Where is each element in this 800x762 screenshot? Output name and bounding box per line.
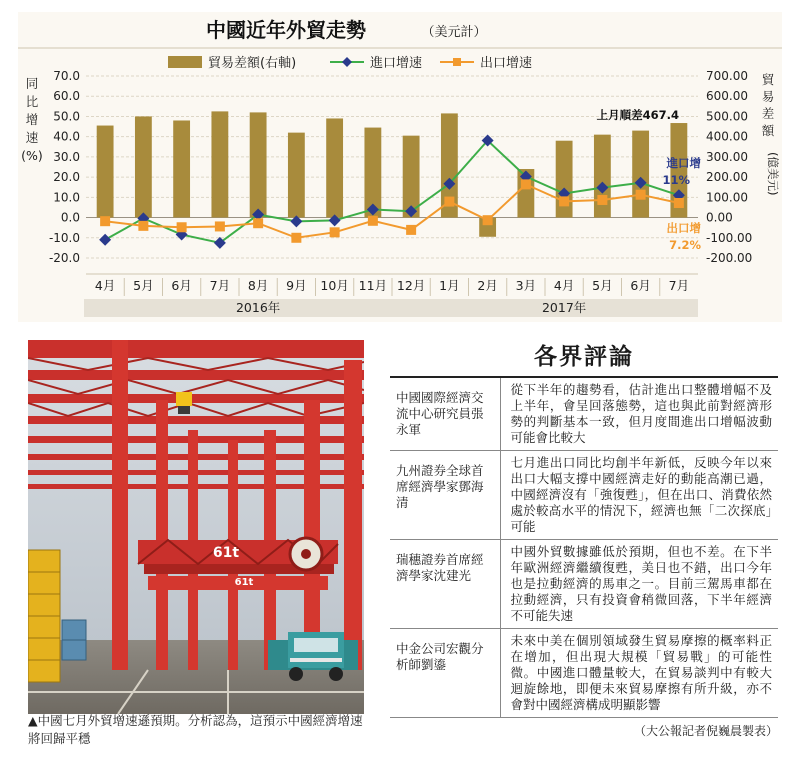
commentary-text: 從下半年的趨勢看，估計進出口整體增幅不及上半年，會呈回落態勢，這也與此前對經濟形勢的判斷基本一致，但月度間進出口增幅波動可能會比較大 — [500, 377, 778, 451]
month-label: 7月 — [209, 278, 231, 293]
trade-balance-bar — [632, 131, 649, 218]
export-growth-point — [138, 221, 148, 231]
commentator-name: 瑞穗證券首席經濟學家沈建光 — [390, 540, 500, 629]
right-tick-label: 100.00 — [706, 190, 748, 205]
export-growth-point — [406, 225, 416, 235]
right-axis-title-char: 額 — [761, 123, 775, 138]
export-growth-point — [291, 233, 301, 243]
commentator-name: 中金公司宏觀分析師劉鎏 — [390, 629, 500, 718]
export-growth-point — [636, 190, 646, 200]
legend-label: 貿易差額(右軸) — [208, 56, 297, 71]
commentary-text: 中國外貿數據雖低於預期，但也不差。在下半年歐洲經濟繼續復甦，美日也不錯，出口今年也是拉動經濟的馬車之一。目前三駕馬車都在拉動經濟，只有投資會稍微回落，下半年經濟不可能失速 — [500, 540, 778, 629]
legend-swatch-bar — [168, 56, 202, 68]
year-label: 2016年 — [235, 300, 281, 315]
right-axis-title-char: 易 — [761, 89, 775, 104]
left-tick-label: 50.0 — [53, 109, 80, 124]
photo-caption: ▲中國七月外貿增速遜預期。分析認為，這預示中國經濟增速將回歸平穩 — [28, 713, 363, 746]
trade-balance-bar — [173, 120, 190, 217]
legend-label: 出口增速 — [480, 56, 533, 71]
commentator-name: 中國國際經濟交流中心研究員張永軍 — [390, 377, 500, 451]
right-tick-label: 700.00 — [706, 69, 748, 83]
month-label: 3月 — [515, 278, 537, 293]
trade-balance-bar — [135, 116, 152, 217]
month-label: 4月 — [553, 278, 575, 293]
import-annotation-value: 11% — [662, 173, 690, 187]
right-tick-label: 0.00 — [706, 210, 733, 225]
trade-balance-bar — [97, 126, 114, 218]
month-label: 7月 — [668, 278, 690, 293]
left-tick-label: -10.0 — [48, 230, 80, 245]
crane-sign: 61t — [212, 545, 240, 561]
trade-chart — [18, 12, 782, 322]
month-label: 5月 — [592, 278, 613, 293]
left-axis-title-char: 速 — [25, 130, 39, 145]
left-tick-label: 60.0 — [53, 89, 80, 104]
commentator-name: 九州證券全球首席經濟學家鄧海清 — [390, 451, 500, 540]
import-annotation-label: 進口增 — [666, 156, 701, 170]
year-axis-labels — [84, 299, 698, 317]
export-growth-point — [368, 216, 378, 226]
export-growth-point — [215, 221, 225, 231]
left-tick-label: -20.0 — [48, 251, 80, 265]
month-label: 1月 — [439, 278, 460, 293]
right-tick-label: 500.00 — [706, 109, 748, 124]
port-photo — [28, 340, 364, 714]
chart-title: 中國近年外貿走勢 — [206, 18, 366, 42]
trade-balance-bar — [288, 133, 305, 218]
commentary-panel — [386, 340, 782, 754]
export-growth-point — [597, 195, 607, 205]
left-axis-title-char: (%) — [21, 148, 43, 163]
commentary-text: 七月進出口同比均創半年新低，反映今年以來出口大幅支撐中國經濟走好的動能高潮已過，中國經濟沒有「強復甦」，但在出口、消費依然處於較高水平的情況下，經濟也無「二次探底」可能 — [500, 451, 778, 540]
left-tick-label: 40.0 — [53, 129, 80, 144]
commentary-credit: （大公報記者倪巍晨製表） — [633, 724, 778, 738]
month-label: 4月 — [94, 278, 116, 293]
month-label: 9月 — [286, 278, 307, 293]
trade-balance-bar — [211, 111, 228, 217]
trade-balance-bar — [594, 135, 611, 218]
month-label: 11月 — [358, 278, 388, 293]
export-growth-point — [100, 216, 110, 226]
trade-balance-bar — [403, 136, 420, 218]
legend-swatch-marker — [453, 58, 461, 66]
commentary-title: 各界評論 — [534, 343, 634, 370]
month-label: 5月 — [133, 278, 154, 293]
export-growth-point — [559, 196, 569, 206]
export-growth-point — [253, 218, 263, 228]
commentary-row — [390, 629, 778, 718]
trade-surplus-annotation: 上月順差467.4 — [596, 108, 679, 122]
commentary-row — [390, 377, 778, 451]
right-tick-label: 300.00 — [706, 149, 748, 164]
crane-sign: 61t — [234, 577, 254, 588]
trade-balance-bar — [326, 118, 343, 217]
export-growth-point — [521, 179, 531, 189]
month-label: 6月 — [630, 278, 651, 293]
right-axis-title-char: 差 — [761, 106, 775, 121]
export-annotation-value: 7.2% — [669, 238, 701, 252]
trade-balance-bar — [250, 112, 267, 217]
left-axis-title-char: 同 — [25, 76, 39, 91]
right-tick-label: -100.00 — [706, 230, 753, 245]
right-tick-label: -200.00 — [706, 251, 753, 265]
left-axis-title-char: 增 — [25, 112, 39, 127]
month-label: 8月 — [247, 278, 269, 293]
right-axis-unit: (億美元) — [766, 152, 780, 196]
commentary-table — [390, 376, 778, 718]
export-growth-point — [444, 197, 454, 207]
year-label: 2017年 — [541, 300, 587, 315]
legend-label: 進口增速 — [370, 56, 423, 71]
month-label: 6月 — [171, 278, 192, 293]
export-growth-point — [177, 222, 187, 232]
trade-chart-panel — [18, 12, 782, 322]
export-growth-point — [330, 227, 340, 237]
left-tick-label: 20.0 — [53, 170, 80, 185]
month-label: 12月 — [396, 278, 426, 293]
left-tick-label: 0.0 — [60, 210, 80, 225]
right-tick-label: 400.00 — [706, 129, 748, 144]
commentary-text: 未來中美在個別領域發生貿易摩擦的概率料正在增加，但出現大規模「貿易戰」的可能性微。中國進口體量較大，在貿易談判中有較大迴旋餘地，即便未來貿易摩擦有所升級，亦不會對中國經濟構成明顯影響 — [500, 629, 778, 718]
chart-subtitle: （美元計） — [421, 25, 487, 40]
right-tick-label: 200.00 — [706, 170, 748, 185]
month-label: 2月 — [477, 278, 498, 293]
export-annotation-label: 出口增 — [666, 221, 701, 235]
right-tick-label: 600.00 — [706, 89, 748, 104]
export-growth-point — [483, 215, 493, 225]
left-axis-title-char: 比 — [25, 94, 39, 109]
right-axis-title-char: 貿 — [761, 72, 775, 87]
commentary-row — [390, 540, 778, 629]
export-growth-point — [674, 198, 684, 208]
left-tick-label: 10.0 — [53, 190, 80, 205]
month-label: 10月 — [320, 278, 349, 293]
left-tick-label: 30.0 — [53, 149, 80, 164]
port-crane-illustration — [28, 340, 364, 714]
left-tick-label: 70.0 — [53, 69, 80, 83]
commentary-row — [390, 451, 778, 540]
